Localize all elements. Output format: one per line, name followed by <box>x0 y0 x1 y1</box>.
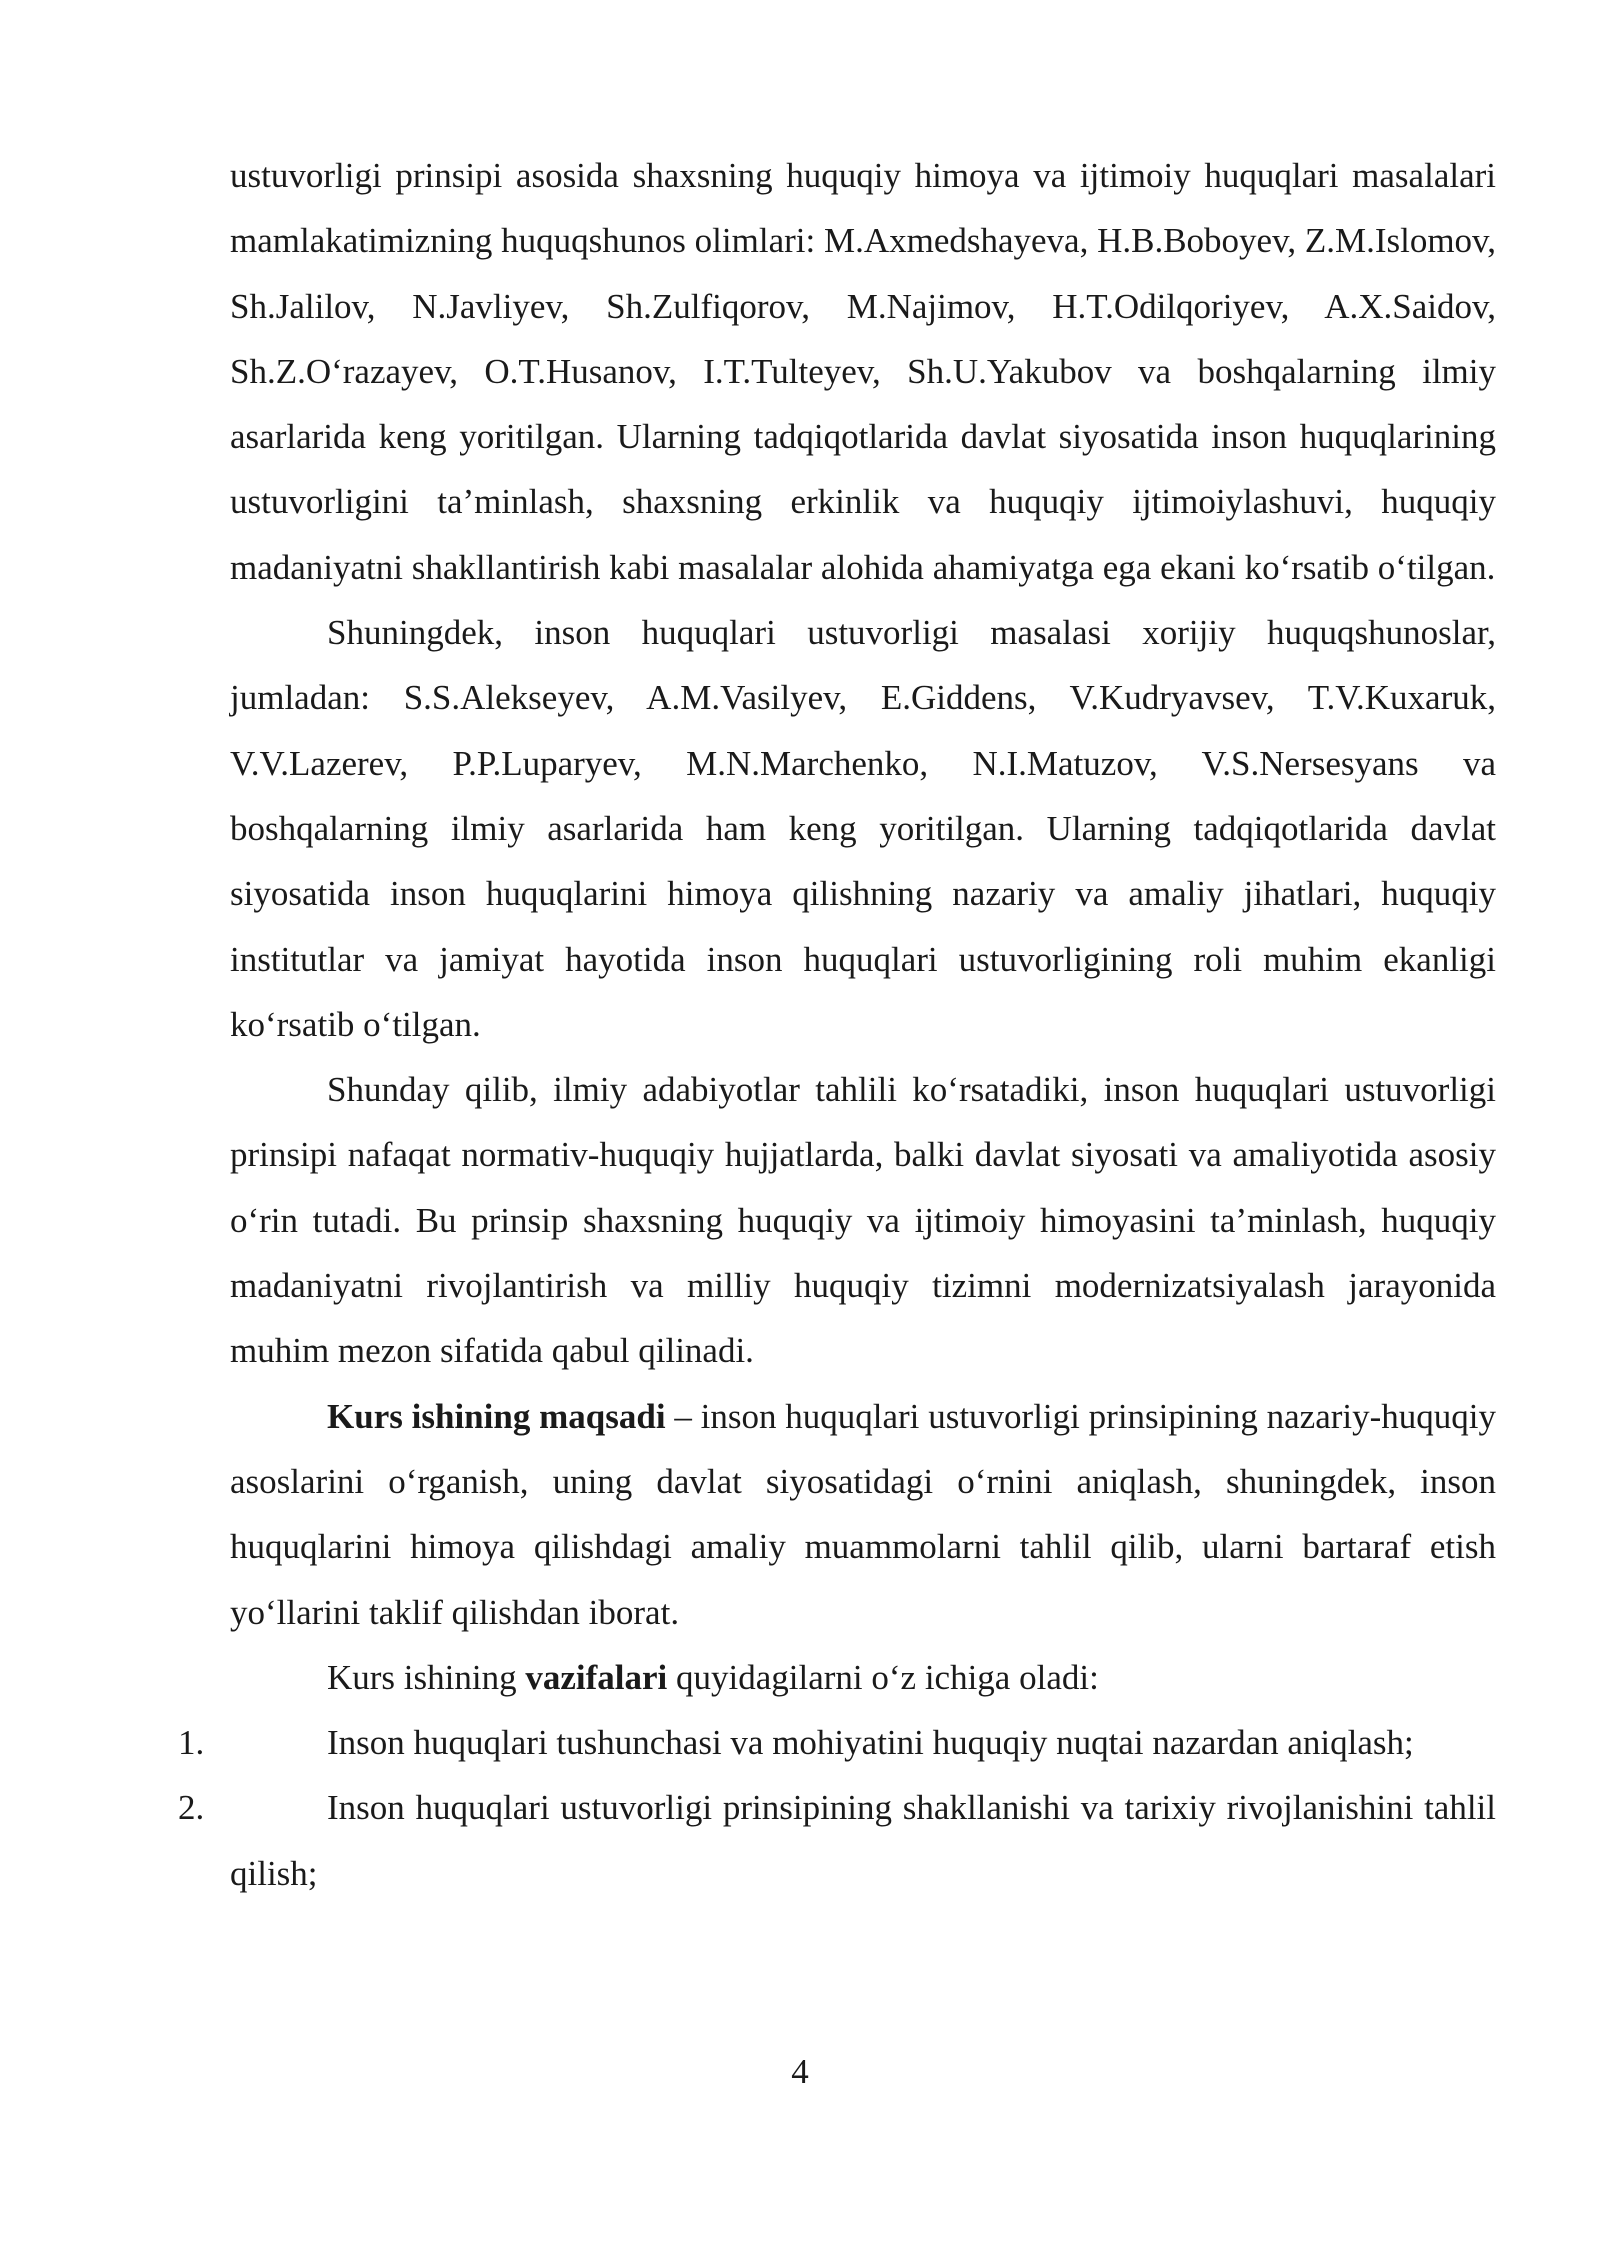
list-item-text: Inson huquqlari tushunchasi va mohiyatini huquqiy nuqtai nazardan aniqlash; <box>327 1723 1414 1763</box>
paragraph-tasks-intro <box>230 1645 1496 1710</box>
list-item-text: Inson huquqlari ustuvorligi prinsipining shakllanishi va tarixiy rivojlanishini tahlil qilish; <box>230 1788 1496 1893</box>
tasks-intro-suffix: quyidagilarni o‘z ichiga oladi: <box>667 1657 1099 1697</box>
course-goal-heading: Kurs ishining maqsadi <box>327 1396 666 1436</box>
course-goal-text: – inson huquqlari ustuvorligi prinsipining nazariy-huquqiy asoslarini o‘rganish, uning davlat siyosatidagi o‘rnini aniqlash, shuningdek, inson huquqlarini himoya qilishdagi amaliy muammolarni tahlil qilib, ularni bartaraf etish yo‘llarini taklif qilishdan iborat. <box>230 1396 1496 1632</box>
tasks-list <box>178 1710 1496 1906</box>
list-item <box>178 1710 1496 1775</box>
page-body <box>178 143 1497 1906</box>
paragraph-literature-conclusion: Shunday qilib, ilmiy adabiyotlar tahlili ko‘rsatadiki, inson huquqlari ustuvorligi prinsipi nafaqat normativ-huquqiy hujjatlarda, balki davlat siyosati va amaliyotida asosiy o‘rin tutadi. Bu prinsip shaxsning huquqiy va ijtimoiy himoyasini ta’minlash, huquqiy madaniyatni rivojlantirish va milliy huquqiy tizimni modernizatsiyalash jarayonida muhim mezon sifatida qabul qilinadi. <box>230 1070 1496 1371</box>
list-item-number: 1. <box>178 1723 205 1763</box>
paragraph-uzbek-scholars: ustuvorligi prinsipi asosida shaxsning huquqiy himoya va ijtimoiy huquqlari masalalari mamlakatimizning huquqshunos olimlari: M.Axmedshayeva, H.B.Boboyev, Z.M.Islomov, Sh.Jalilov, N.Javliyev, Sh.Zulfiqorov, M.Najimov, H.T.Odilqoriyev, A.X.Saidov, Sh.Z.O‘razayev, O.T.Husanov, I.T.Tulteyev, Sh.U.Yakubov va boshqalarning ilmiy asarlarida keng yoritilgan. Ularning tadqiqotlarida davlat siyosatida inson huquqlarining ustuvorligini ta’minlash, shaxsning erkinlik va huquqiy ijtimoiylashuvi, huquqiy madaniyatni shakllantirish kabi masalalar alohida ahamiyatga ega ekani ko‘rsatib o‘tilgan. <box>230 156 1497 587</box>
list-item <box>178 1775 1496 1906</box>
paragraph-course-goal <box>230 1384 1496 1645</box>
list-item-number: 2. <box>178 1788 205 1828</box>
page-number: 4 <box>791 2052 809 2091</box>
tasks-intro-keyword: vazifalari <box>525 1657 668 1697</box>
paragraph-foreign-scholars: Shuningdek, inson huquqlari ustuvorligi masalasi xorijiy huquqshunoslar, jumladan: S.S.Alekseyev, A.M.Vasilyev, E.Giddens, V.Kudryavsev, T.V.Kuxaruk, V.V.Lazerev, P.P.Luparyev, M.N.Marchenko, N.I.Matuzov, V.S.Nersesyans va boshqalarning ilmiy asarlarida ham keng yoritilgan. Ularning tadqiqotlarida davlat siyosatida inson huquqlarini himoya qilishning nazariy va amaliy jihatlari, huquqiy institutlar va jamiyat hayotida inson huquqlari ustuvorligining roli muhim ekanligi ko‘rsatib o‘tilgan. <box>230 613 1496 1044</box>
tasks-intro-prefix: Kurs ishining <box>327 1657 526 1697</box>
